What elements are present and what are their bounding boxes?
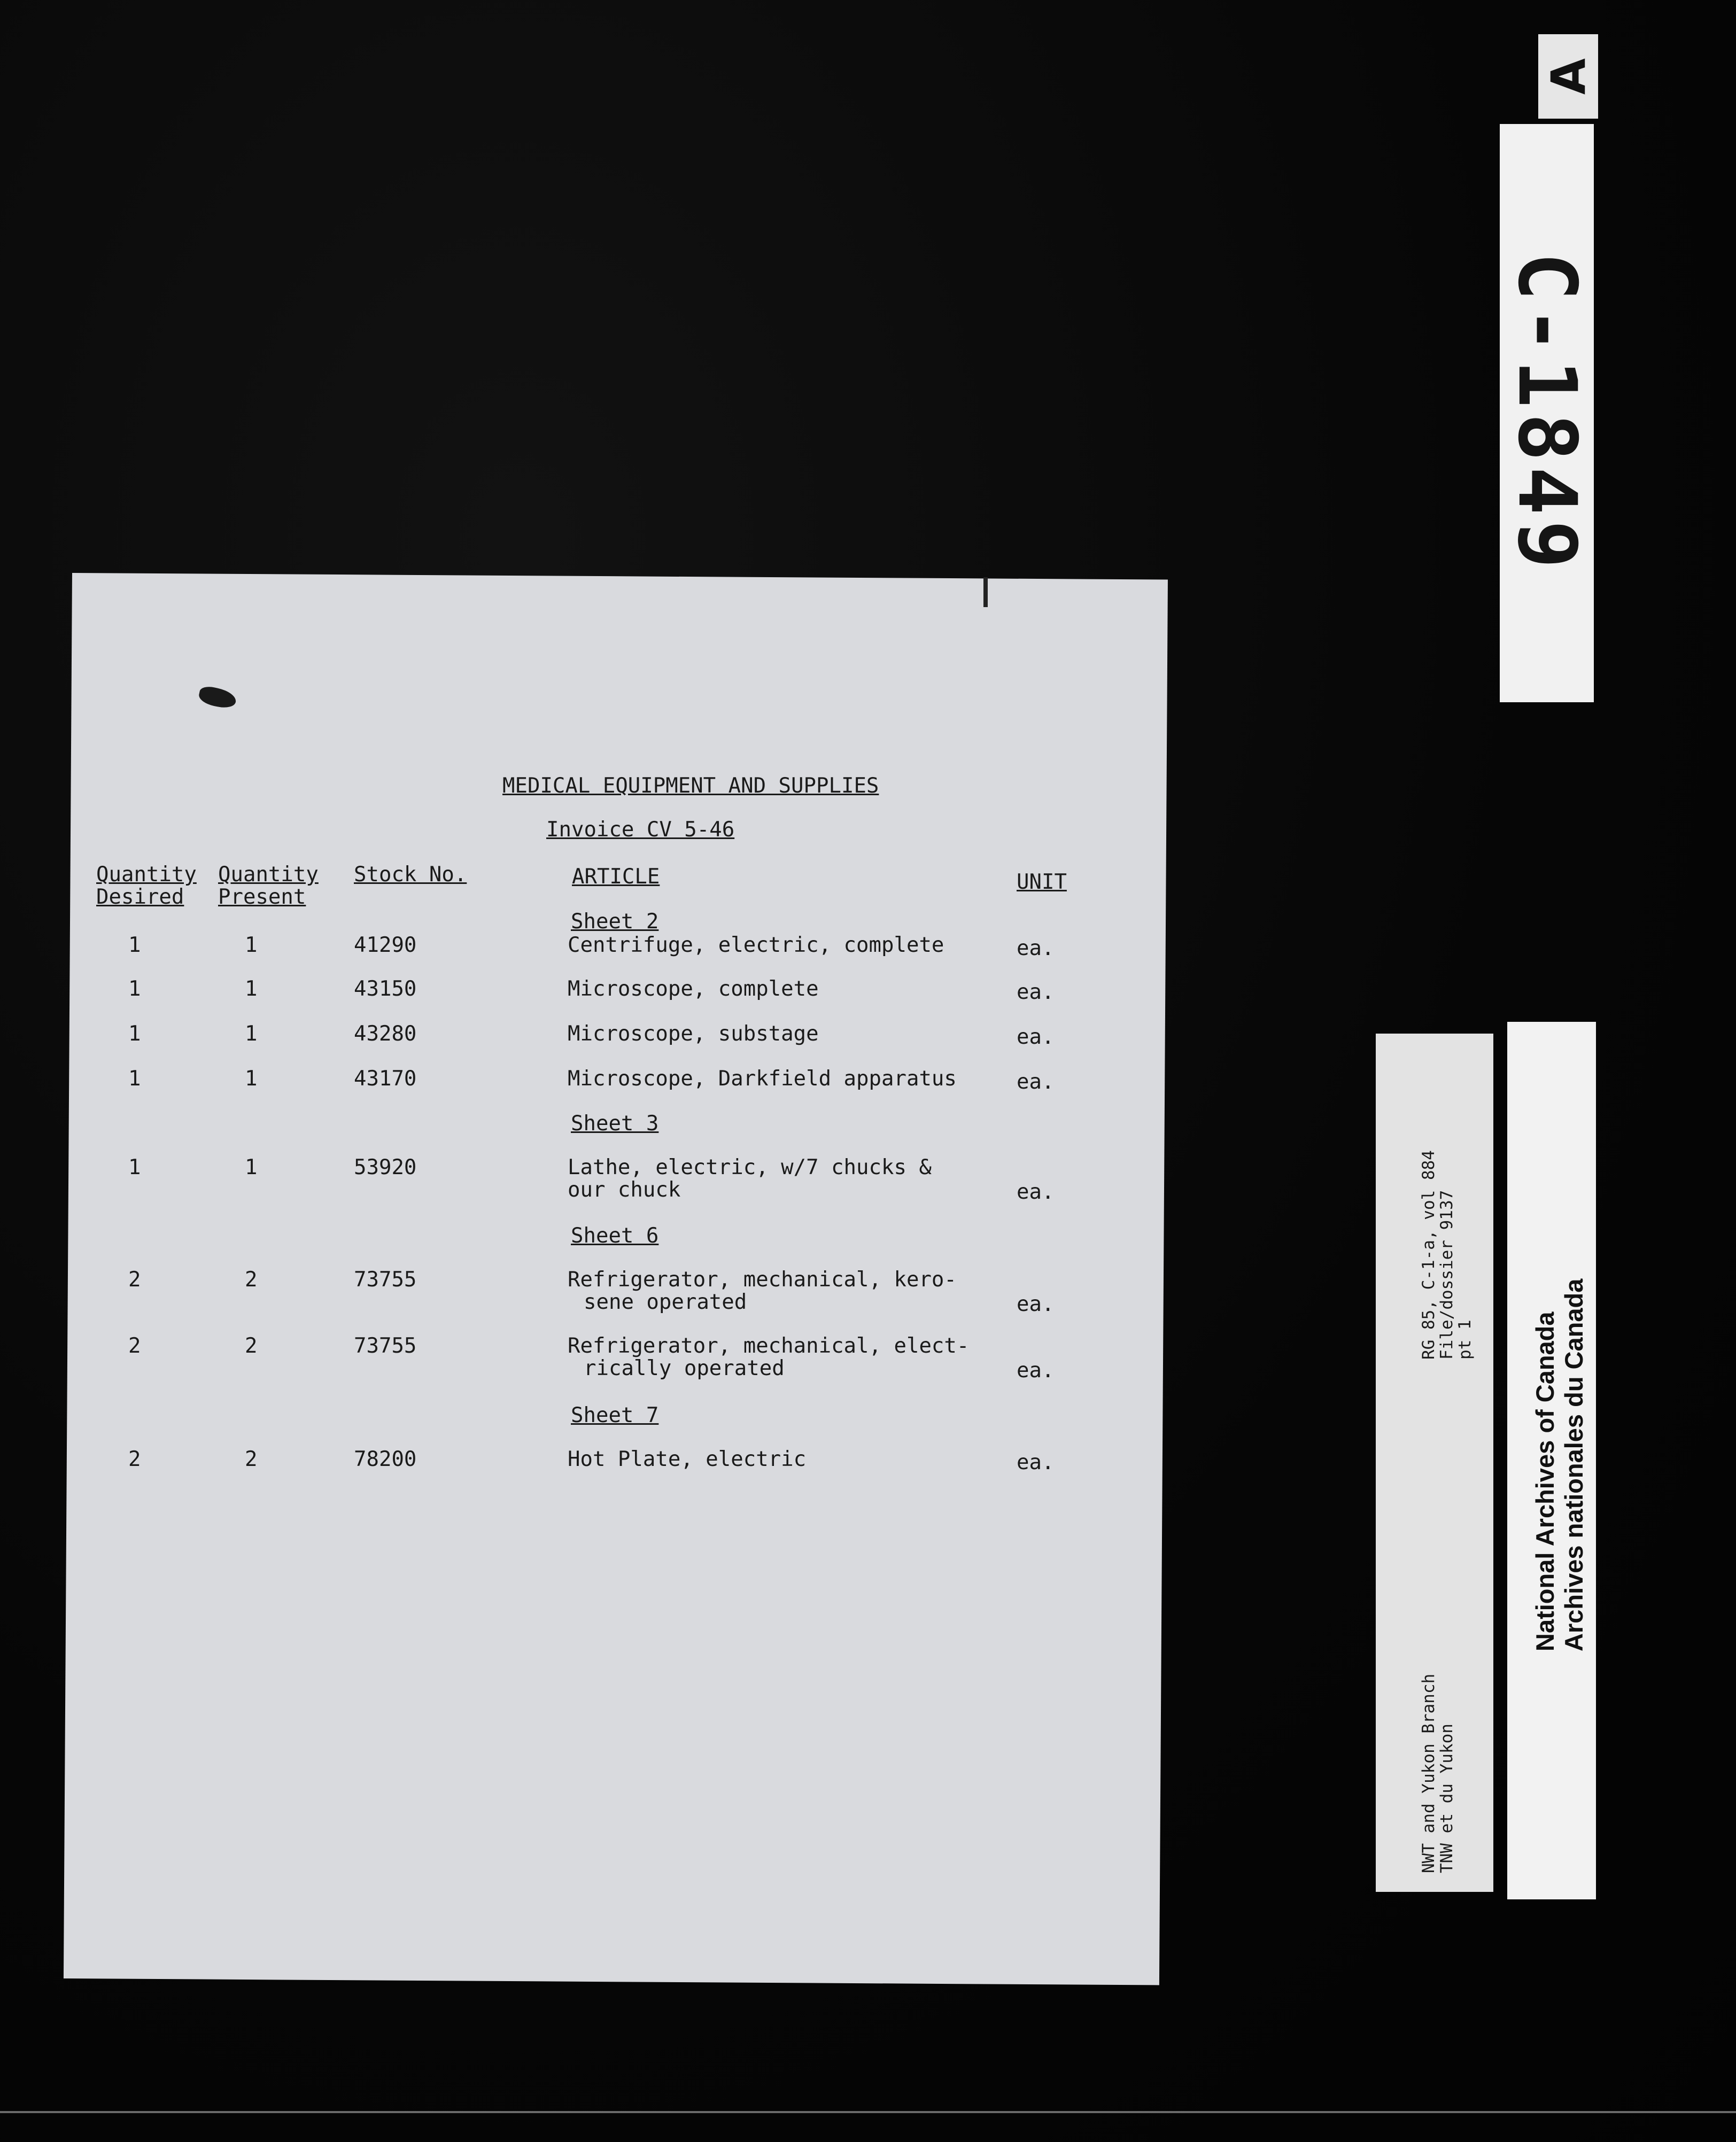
article-description: Hot Plate, electric	[568, 1447, 807, 1471]
quantity-desired: 2	[128, 1334, 141, 1358]
quantity-present: 1	[245, 1067, 258, 1091]
ink-mark	[983, 577, 988, 607]
quantity-desired: 1	[128, 1067, 141, 1091]
quantity-present: 1	[245, 1022, 258, 1046]
section-label-sheet-2: Sheet 2	[571, 910, 659, 934]
unit: ea.	[1017, 980, 1055, 1004]
article-description: Refrigerator, mechanical, kero- sene operated	[568, 1268, 957, 1314]
quantity-desired: 1	[128, 1155, 141, 1179]
stock-number: 73755	[354, 1268, 417, 1292]
unit: ea.	[1017, 1359, 1055, 1383]
stock-number: 53920	[354, 1155, 417, 1179]
unit: ea.	[1017, 1025, 1055, 1049]
article-description: Microscope, substage	[568, 1022, 819, 1046]
column-header-quantity-desired: Quantity Desired	[96, 863, 197, 909]
quantity-present: 1	[245, 1155, 258, 1179]
stock-number: 41290	[354, 933, 417, 957]
stock-number: 43280	[354, 1022, 417, 1046]
section-label-sheet-6: Sheet 6	[571, 1224, 659, 1248]
column-header-unit: UNIT	[1017, 870, 1067, 894]
section-label-sheet-7: Sheet 7	[571, 1403, 659, 1427]
quantity-desired: 1	[128, 977, 141, 1001]
invoice-number: Invoice CV 5-46	[546, 818, 735, 842]
quantity-desired: 2	[128, 1447, 141, 1471]
frame-edge-line	[0, 2111, 1736, 2113]
archives-name: National Archives of Canada Archives nationales du Canada	[1531, 1278, 1588, 1651]
section-label-sheet-3: Sheet 3	[571, 1112, 659, 1136]
article-description: Lathe, electric, w/7 chucks & our chuck	[568, 1155, 932, 1202]
quantity-present: 1	[245, 933, 258, 957]
article-description: Centrifuge, electric, complete	[568, 933, 944, 957]
stock-number: 43170	[354, 1067, 417, 1091]
unit: ea.	[1017, 1070, 1055, 1094]
article-description: Refrigerator, mechanical, elect- rically operated	[568, 1334, 970, 1380]
stock-number: 73755	[354, 1334, 417, 1358]
branch-text: NWT and Yukon Branch TNW et du Yukon	[1419, 1673, 1456, 1873]
reel-tab-letter: A	[1540, 58, 1596, 95]
quantity-desired: 1	[128, 1022, 141, 1046]
quantity-present: 2	[245, 1268, 258, 1292]
quantity-desired: 1	[128, 933, 141, 957]
quantity-present: 1	[245, 977, 258, 1001]
article-description: Microscope, Darkfield apparatus	[568, 1067, 957, 1091]
reel-number: C-1849	[1500, 252, 1594, 574]
unit: ea.	[1017, 1180, 1055, 1204]
quantity-desired: 2	[128, 1268, 141, 1292]
article-description: Microscope, complete	[568, 977, 819, 1001]
stock-number: 78200	[354, 1447, 417, 1471]
quantity-present: 2	[245, 1447, 258, 1471]
reference-text: RG 85, C-1-a, vol 884 File/dossier 9137 pt 1	[1419, 1150, 1475, 1360]
unit: ea.	[1017, 936, 1055, 960]
column-header-stock-no: Stock No.	[354, 863, 467, 887]
unit: ea.	[1017, 1450, 1055, 1474]
column-header-article: ARTICLE	[572, 865, 660, 889]
column-header-quantity-present: Quantity Present	[218, 863, 319, 909]
stock-number: 43150	[354, 977, 417, 1001]
quantity-present: 2	[245, 1334, 258, 1358]
document-title: MEDICAL EQUIPMENT AND SUPPLIES	[502, 774, 879, 798]
unit: ea.	[1017, 1292, 1055, 1316]
